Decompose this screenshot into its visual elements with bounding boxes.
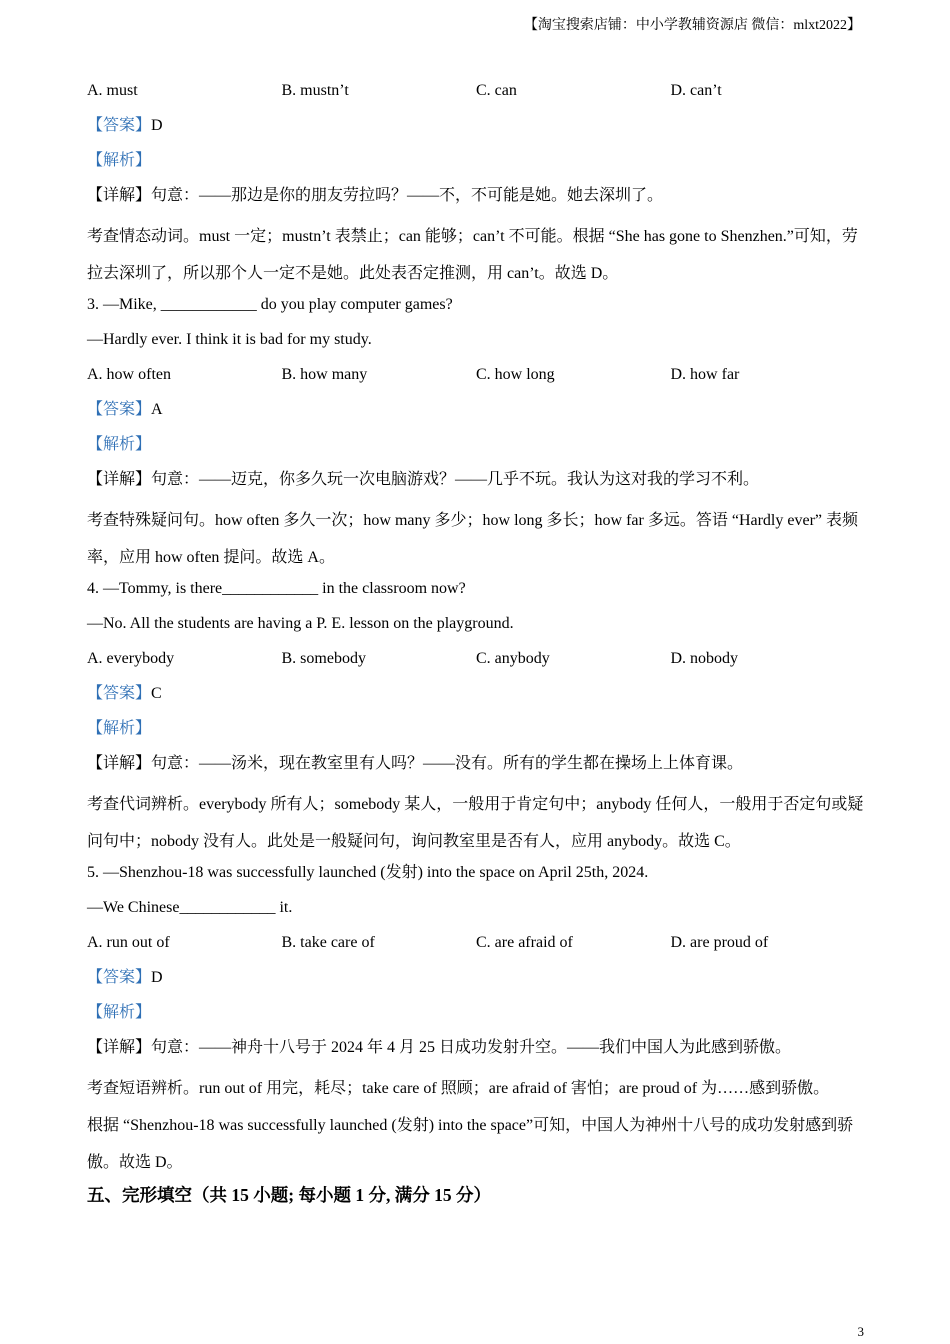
- answer-value: A: [151, 401, 163, 418]
- q3-answer: [87, 397, 872, 432]
- q5-stem-2: —We Chinese____________ it.: [87, 899, 293, 916]
- analysis-tag: 【解析】: [87, 436, 152, 453]
- q5-explanation: [87, 1070, 872, 1181]
- detail-text: 句意：——神舟十八号于 2024 年 4 月 25 日成功发射升空。——我们中国人为此感到骄傲。: [151, 1039, 792, 1056]
- detail-tag: 【详解】: [87, 471, 152, 488]
- option-d: D. how far: [670, 366, 740, 383]
- option-a: A. how often: [87, 366, 171, 383]
- analysis-tag: 【解析】: [87, 720, 152, 737]
- page-number: 3: [857, 1324, 864, 1339]
- q4-stem-1: 4. —Tommy, is there____________ in the classroom now?: [87, 580, 466, 597]
- option-c: C. are afraid of: [476, 934, 573, 951]
- detail-text: 句意：——迈克，你多久玩一次电脑游戏？——几乎不玩。我认为这对我的学习不利。: [151, 471, 760, 488]
- option-c: C. can: [476, 82, 517, 99]
- q2-answer: [87, 113, 872, 148]
- q2-analysis: [87, 148, 872, 183]
- q5-answer: [87, 965, 872, 1000]
- q5-explanation-1: 考查短语辨析。run out of 用完，耗尽；take care of 照顾；are afraid of 害怕；are proud of 为……感到骄傲。: [87, 1080, 830, 1097]
- q3-explanation: 考查特殊疑问句。how often 多久一次；how many 多少；how long 多长；how far 多远。答语 “Hardly ever” 表频率，应用 how often 提问。故选 A。: [87, 512, 859, 566]
- answer-tag: 【答案】: [87, 117, 152, 134]
- q4-detail: [87, 751, 872, 786]
- document-body: [87, 78, 872, 1217]
- option-d: D. are proud of: [670, 934, 769, 951]
- q3-stem-1: 3. —Mike, ____________ do you play computer games?: [87, 296, 453, 313]
- detail-text: 句意：——那边是你的朋友劳拉吗？——不，不可能是她。她去深圳了。: [151, 187, 664, 204]
- q5-detail: [87, 1035, 872, 1070]
- option-a: A. must: [87, 82, 138, 99]
- detail-tag: 【详解】: [87, 187, 152, 204]
- section-title: 五、完形填空（共 15 小题; 每小题 1 分, 满分 15 分）: [87, 1185, 491, 1205]
- option-a: A. everybody: [87, 650, 175, 667]
- q5-analysis: [87, 1000, 872, 1035]
- q4-stem-2: —No. All the students are having a P. E. lesson on the playground.: [87, 615, 514, 632]
- option-c: C. anybody: [476, 650, 550, 667]
- q4-answer: [87, 681, 872, 716]
- answer-tag: 【答案】: [87, 969, 152, 986]
- option-b: B. how many: [281, 366, 368, 383]
- q5-options: [87, 930, 872, 965]
- analysis-tag: 【解析】: [87, 152, 152, 169]
- answer-value: D: [151, 117, 163, 134]
- q4-explanation: 考查代词辨析。everybody 所有人；somebody 某人，一般用于肯定句中；anybody 任何人，一般用于否定句或疑问句中；nobody 没有人。此处是一般疑问句，询问教室里是否有人，应用 anybody。故选 C。: [87, 796, 864, 850]
- page-header: 【淘宝搜索店铺：中小学教辅资源店 微信：mlxt2022】: [523, 18, 861, 33]
- option-b: B. somebody: [281, 650, 366, 667]
- detail-text: 句意：——汤米，现在教室里有人吗？——没有。所有的学生都在操场上上体育课。: [151, 755, 744, 772]
- option-c: C. how long: [476, 366, 555, 383]
- q5-stem-1: 5. —Shenzhou-18 was successfully launched (发射) into the space on April 25th, 2024.: [87, 864, 649, 881]
- answer-value: C: [151, 685, 162, 702]
- q3-stem-2: —Hardly ever. I think it is bad for my study.: [87, 331, 372, 348]
- answer-value: D: [151, 969, 163, 986]
- q3-analysis: [87, 432, 872, 467]
- option-a: A. run out of: [87, 934, 170, 951]
- q4-options: [87, 646, 872, 681]
- q3-detail: [87, 467, 872, 502]
- answer-tag: 【答案】: [87, 401, 152, 418]
- answer-tag: 【答案】: [87, 685, 152, 702]
- option-b: B. mustn’t: [281, 82, 349, 99]
- q4-analysis: [87, 716, 872, 751]
- option-b: B. take care of: [281, 934, 375, 951]
- detail-tag: 【详解】: [87, 1039, 152, 1056]
- q3-options: [87, 362, 872, 397]
- analysis-tag: 【解析】: [87, 1004, 152, 1021]
- q2-explanation: 考查情态动词。must 一定；mustn’t 表禁止；can 能够；can’t 不可能。根据 “She has gone to Shenzhen.”可知，劳拉去深圳了，所以那个人一定不是她。此处表否定推测，用 can’t。故选 D。: [87, 228, 858, 282]
- option-d: D. nobody: [670, 650, 739, 667]
- q2-detail: [87, 183, 872, 218]
- q5-explanation-2: 根据 “Shenzhou-18 was successfully launched (发射) into the space”可知，中国人为神州十八号的成功发射感到骄傲。故选 D。: [87, 1117, 854, 1171]
- q2-options: [87, 78, 872, 113]
- option-d: D. can’t: [670, 82, 722, 99]
- detail-tag: 【详解】: [87, 755, 152, 772]
